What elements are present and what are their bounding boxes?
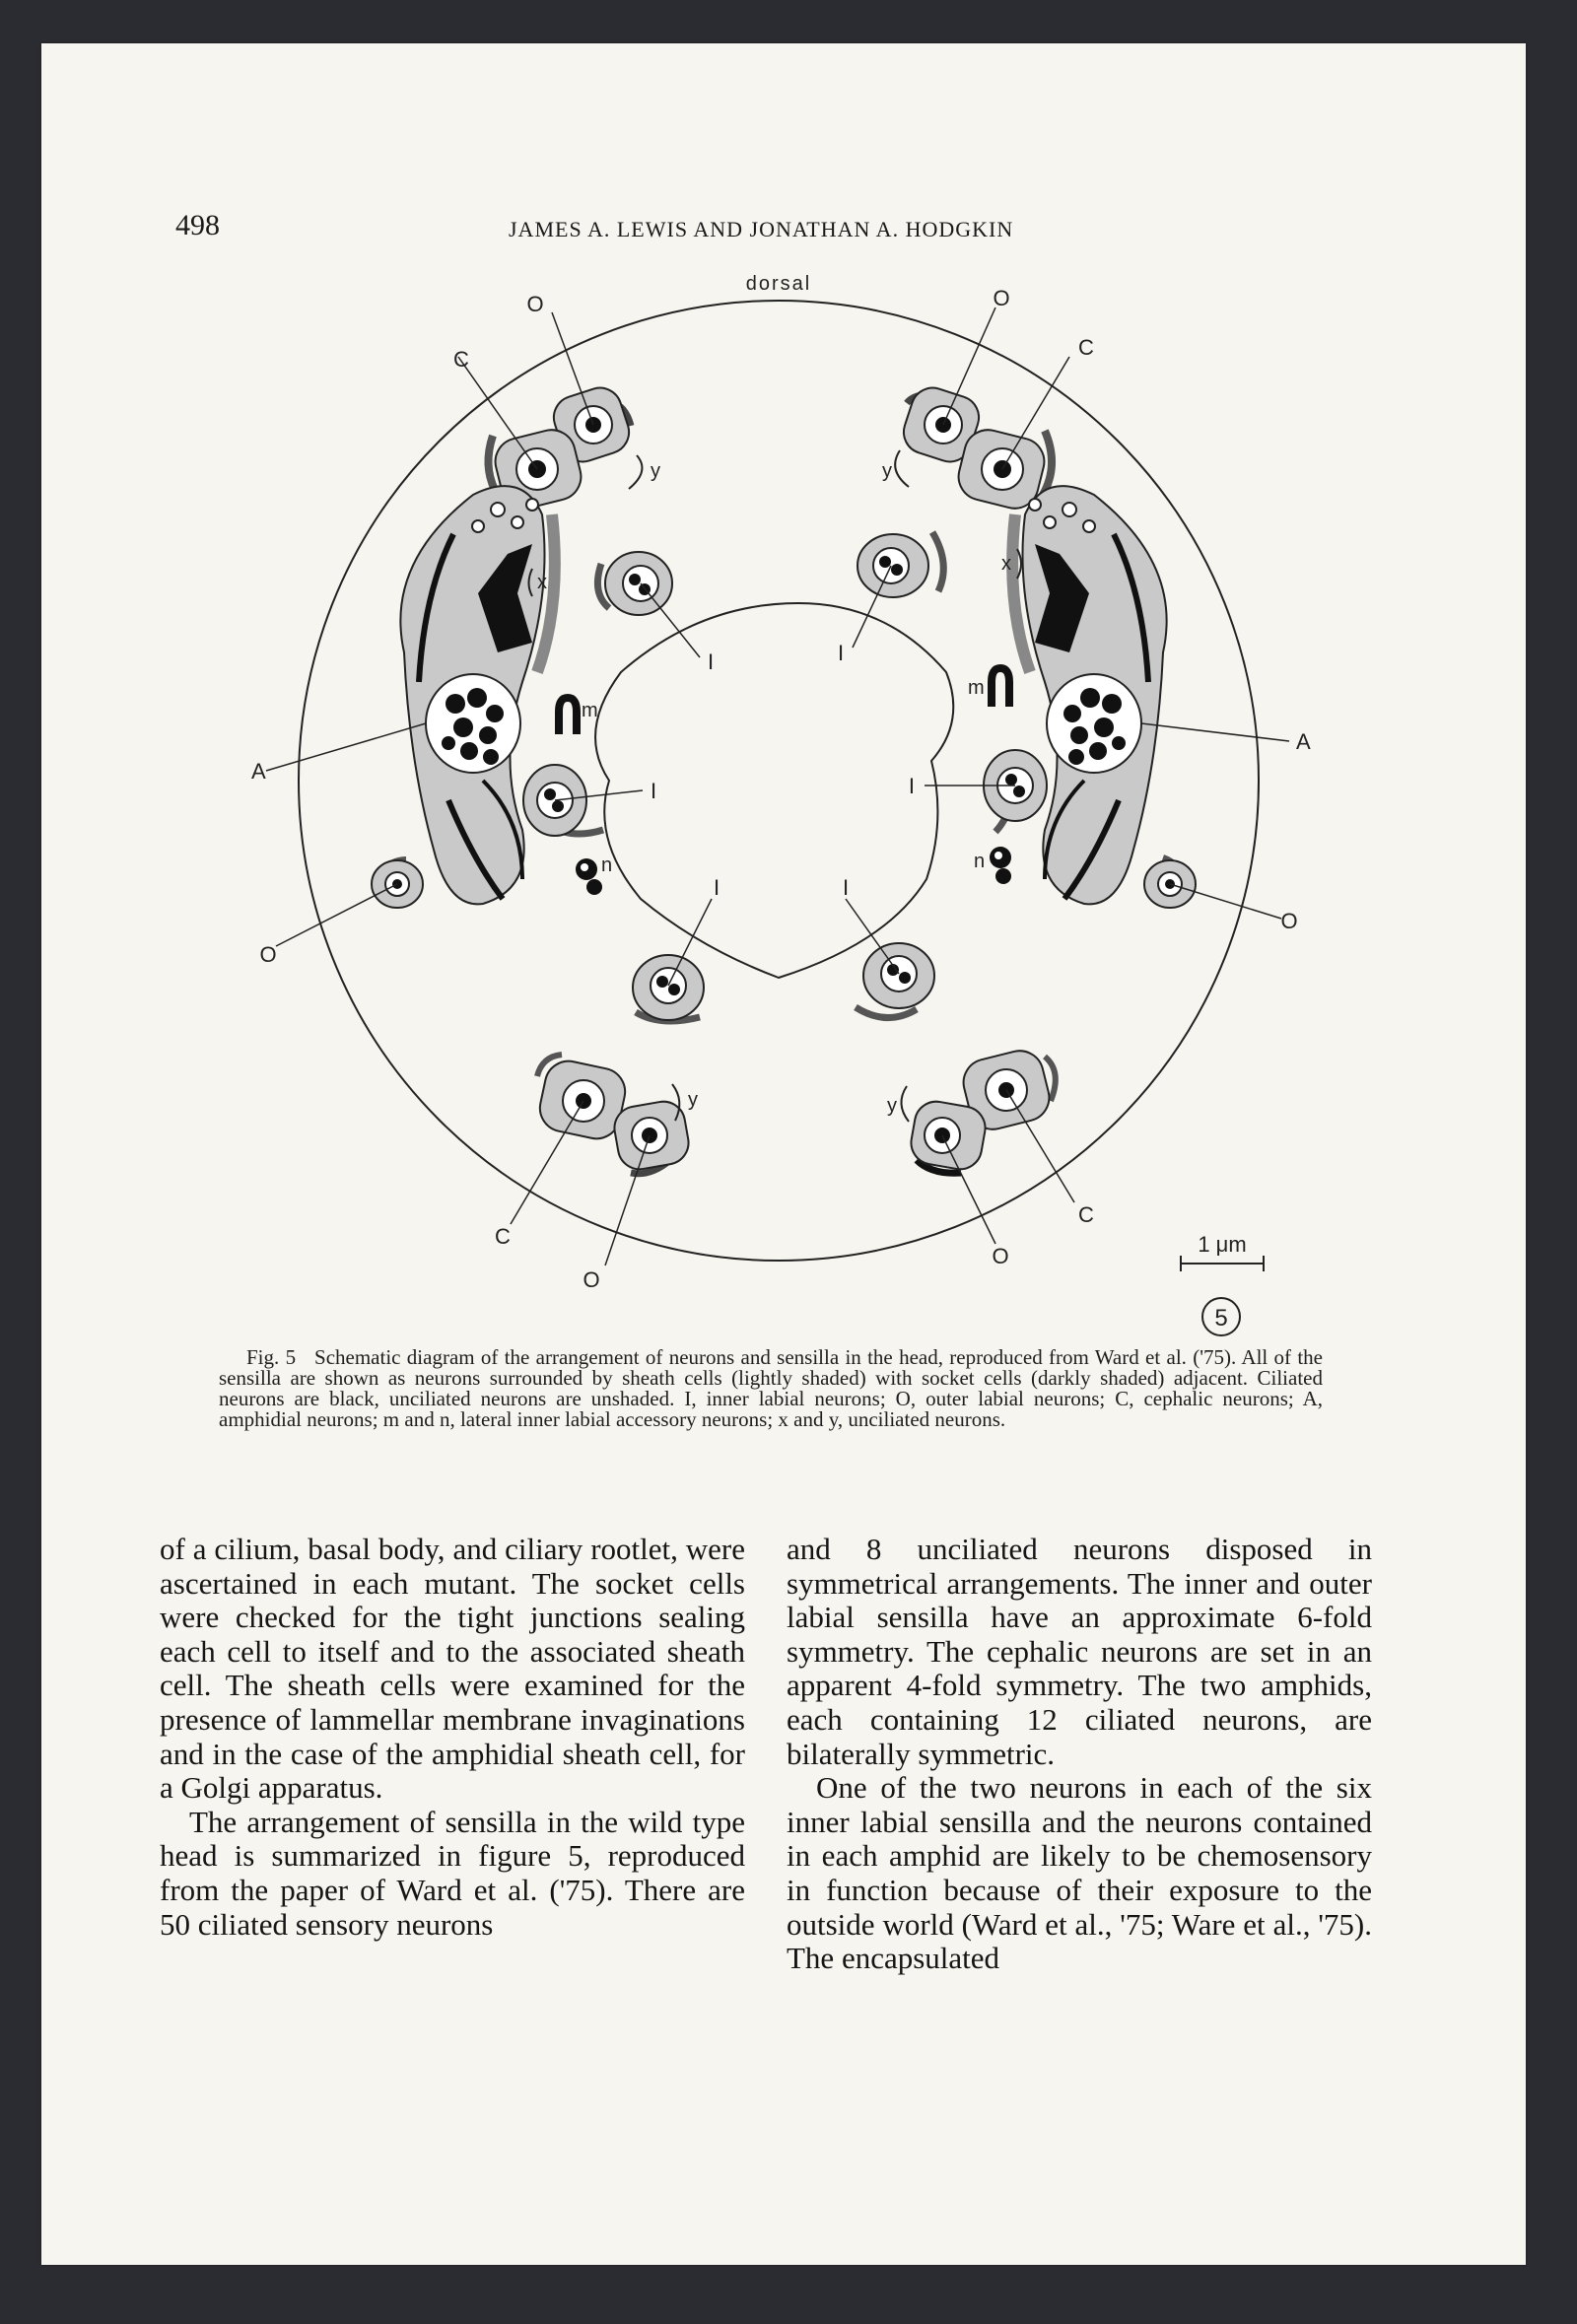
label-I-right: I [908, 774, 915, 798]
body-paragraph: One of the two neurons in each of the six inner labial sensilla and the neurons contained in each amphid are likely to be chemosensory in function because of their exposure to the outside world (Ward et al., '75; Ware et al., '75). The encapsulated [787, 1770, 1372, 1976]
body-paragraph: of a cilium, basal body, and ciliary rootlet, were ascertained in each mutant. The socket cells were checked for the tight junctions sealing each cell to itself and to the associated sheath cell. The sheath cells were examined for the presence of lammellar membrane invaginations and in the case of the amphidial sheath cell, for a Golgi apparatus. [160, 1532, 745, 1806]
body-paragraph: The arrangement of sensilla in the wild type head is summarized in figure 5, reproduced from the paper of Ward et al. ('75). There are 50 ciliated sensory neurons [160, 1804, 745, 1942]
scale-bar-label: 1 μm [1198, 1232, 1247, 1257]
body-column-right [787, 1533, 1372, 1976]
label-O-bottom-left: O [583, 1267, 600, 1292]
sensillum-bottom-left [495, 1055, 698, 1292]
label-y-bottom-right: y [887, 1095, 897, 1117]
sensillum-bottom-right [887, 1046, 1094, 1268]
label-C-bottom-left: C [495, 1224, 511, 1249]
outer-labial-lateral-right [1144, 857, 1298, 933]
dorsal-label: dorsal [745, 273, 812, 295]
label-I-bottom-left: I [714, 875, 720, 900]
page-number: 498 [175, 209, 220, 241]
label-m-left: m [582, 700, 598, 721]
label-O-left: O [259, 942, 277, 967]
scale-bar [1181, 1232, 1264, 1271]
caption-text: Schematic diagram of the arrangement of neurons and sensilla in the head, reproduced from Ward et al. ('75). All of the sensilla are shown as neurons surrounded by sheath cells (lightly shaded) with socket cells (darkly shaded) adjacent. Ciliated neurons are black, unciliated neurons are unshaded. I, inner labial neurons; O, outer labial neurons; C, cephalic neurons; A, amphidial neurons; m and n, lateral inner labial accessory neurons; x and y, unciliated neurons. [219, 1345, 1324, 1431]
label-A-left: A [251, 759, 266, 784]
label-O-top-left: O [526, 292, 544, 316]
label-y-top-right: y [882, 460, 892, 482]
label-O-bottom-right: O [992, 1244, 1009, 1268]
label-O-top-right: O [993, 286, 1010, 310]
label-x-left: x [537, 572, 547, 593]
label-m-right: m [968, 677, 985, 699]
mouth-lumen [595, 603, 953, 978]
label-I-bottom-right: I [843, 875, 850, 900]
label-I-left: I [651, 779, 657, 803]
label-I-top-right: I [838, 641, 845, 665]
label-y-top-left: y [651, 460, 660, 482]
label-A-right: A [1296, 729, 1311, 754]
amphid-left [251, 486, 555, 904]
label-C-top-right: C [1078, 335, 1094, 360]
label-I-top-left: I [708, 649, 715, 674]
figure-5-diagram [237, 268, 1340, 1342]
outer-labial-lateral-left [259, 859, 423, 967]
figure-number: 5 [1214, 1305, 1228, 1332]
figure-caption [219, 1347, 1323, 1430]
figure-number-badge [1202, 1298, 1240, 1335]
label-y-bottom-left: y [688, 1089, 698, 1111]
label-x-right: x [1001, 553, 1011, 575]
label-n-right: n [974, 851, 986, 872]
body-paragraph: and 8 unciliated neurons disposed in symmetrical arrangements. The inner and outer labial sensilla have an approximate 6-fold symmetry. The cephalic neurons are set in an apparent 4-fold symmetry. The two amphids, each containing 12 ciliated neurons, are bilaterally symmetric. [787, 1532, 1372, 1771]
label-n-left: n [601, 854, 613, 876]
amphid-right [1012, 486, 1311, 904]
label-C-top-left: C [453, 347, 469, 372]
caption-label: Fig. 5 [246, 1345, 297, 1369]
label-C-bottom-right: C [1078, 1202, 1094, 1227]
running-head: JAMES A. LEWIS AND JONATHAN A. HODGKIN [509, 217, 1014, 241]
body-column-left [160, 1533, 745, 1942]
label-O-right: O [1280, 909, 1298, 933]
